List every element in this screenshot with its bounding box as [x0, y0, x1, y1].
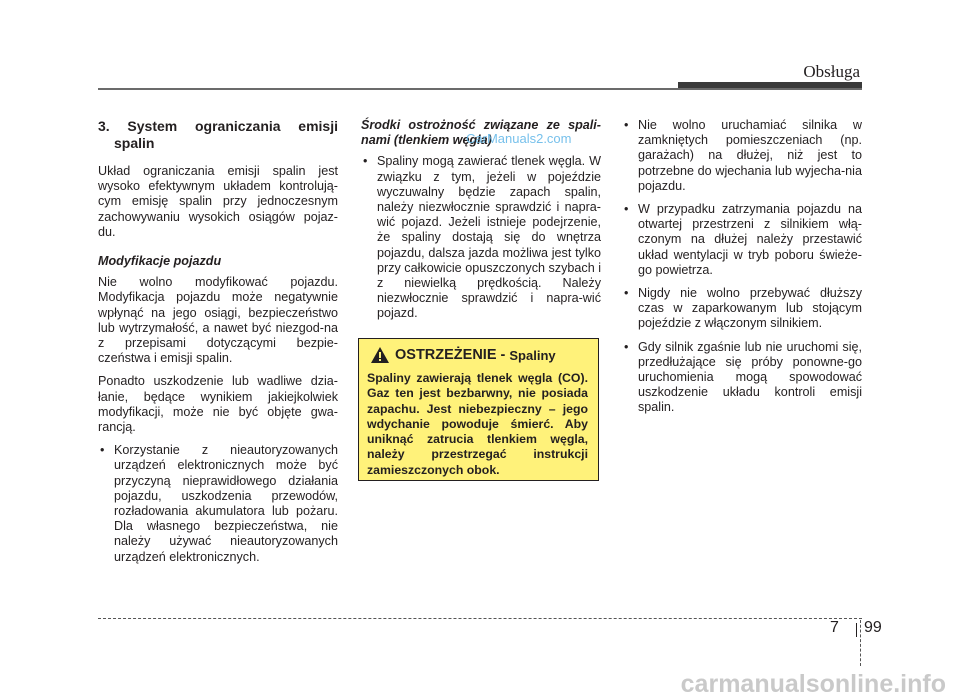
bullet-garage: [622, 118, 862, 194]
bullet-dot: •: [624, 202, 629, 217]
bullet-text: Nie wolno uruchamiać silnika w zamkniętych pomieszczeniach (np. garażach) na dłużej, niż jest to potrzebne do wjechania lub wyjecha-nia pojazdu.: [638, 118, 862, 193]
page-number: 99: [864, 619, 882, 636]
bullet-exhaust-co: [361, 154, 601, 321]
modifications-paragraph: Nie wolno modyfikować pojazdu. Modyfikacja pojazdu może negatywnie wpłynąć na jego osiągi, bezpieczeństwo lub wytrzymałość, a nawet być niezgod-na z przepisami dotyczącymi bezpie-czeństwa i emisji spalin.: [98, 275, 338, 366]
column-2: [361, 118, 601, 330]
warranty-paragraph: Ponadto uszkodzenie lub wadliwe dzia-łanie, będące wynikiem jakiejkolwiek modyfikacji, może nie być objęte gwa-rancją.: [98, 374, 338, 435]
warning-triangle-icon: [371, 347, 389, 363]
column-1: [98, 118, 338, 573]
bullet-dot: •: [624, 339, 629, 354]
bullet-dot: •: [100, 443, 105, 458]
warning-header: [359, 339, 598, 363]
intro-paragraph: Układ ograniczania emisji spalin jest wysoko efektywnym układem kontrolują-cym emisję spalin przy jednoczesnym zachowywaniu wysokich osiągów pojaz-du.: [98, 164, 338, 239]
warning-title: OSTRZEŻENIE -: [395, 347, 506, 363]
footer-rule: [98, 618, 862, 619]
chapter-number: 7: [830, 619, 839, 636]
page-number-separator: [856, 623, 857, 637]
warning-box: [358, 338, 599, 481]
subhead-exhaust-precautions: Środki ostrożność związane ze spali-nami (tlenkiem węgla): [361, 118, 601, 148]
footer-vertical-rule: [860, 620, 861, 666]
watermark-text: CarManuals2.com: [466, 131, 572, 146]
header-title: Obsługa: [803, 62, 860, 81]
warning-subtitle: Spaliny: [509, 347, 556, 363]
header-rule: [98, 88, 862, 90]
section-title: 3. System ograniczania emisji spalin: [98, 118, 338, 151]
warning-body: Spaliny zawierają tlenek węgla (CO). Gaz ten jest bezbarwny, nie posiada zapachu. Jest niebezpieczny – jego wdychanie powoduje śmierć. Aby uniknąć zatrucia tlenkiem węgla, należy przestrzegać instrukcji zamieszczonych obok.: [367, 371, 588, 477]
bullet-restart: [622, 340, 862, 416]
bullet-dot: •: [624, 286, 629, 301]
bullet-ventilation: [622, 202, 862, 278]
bullet-text: Nigdy nie wolno przebywać dłuższy czas w zaparkowanym lub stojącym pojeździe z włączonym silnikiem.: [638, 286, 862, 331]
bullet-parked: [622, 286, 862, 332]
bullet-text: W przypadku zatrzymania pojazdu na otwartej przestrzeni z silnikiem włą-czonym na dłużej należy przestawić układ wentylacji w tryb poboru świeże-go powietrza.: [638, 202, 862, 277]
bullet-electronics: [98, 443, 338, 565]
column-3: [622, 118, 862, 424]
bullet-text: Gdy silnik zgaśnie lub nie uruchomi się, przedłużające się próby ponowne-go uruchomienia mogą spowodować uszkodzenie układu kontroli emisji spalin.: [638, 339, 862, 415]
bullet-text: Korzystanie z nieautoryzowanych urządzeń elektronicznych może być przyczyną nieprawidłowego działania pojazdu, uszkodzenia przewodów, rozładowania akumulatora lub pożaru. Dla własnego bezpieczeństwa, nie należy używać nieautoryzowanych urządzeń elektronicznych.: [114, 443, 338, 564]
bullet-dot: •: [624, 118, 629, 132]
bullet-text: Spaliny mogą zawierać tlenek węgla. W związku z tym, jeżeli w pojeździe wyczuwalny będzie zapach spalin, należy niezwłocznie sprawdzić i napra-wić pojazd. Jeżeli istnieje podejrzenie, że spaliny dostają się do wnętrza pojazdu, dalsza jazda możliwa jest tylko przy całkowicie opuszczonych szybach i z niewielką prędkością. Należy niezwłocznie sprawdzić i napra-wić pojazd.: [377, 154, 601, 321]
subhead-modifications: Modyfikacje pojazdu: [98, 254, 222, 269]
bullet-dot: •: [363, 154, 368, 169]
site-watermark: carmanualsonline.info: [680, 670, 946, 698]
